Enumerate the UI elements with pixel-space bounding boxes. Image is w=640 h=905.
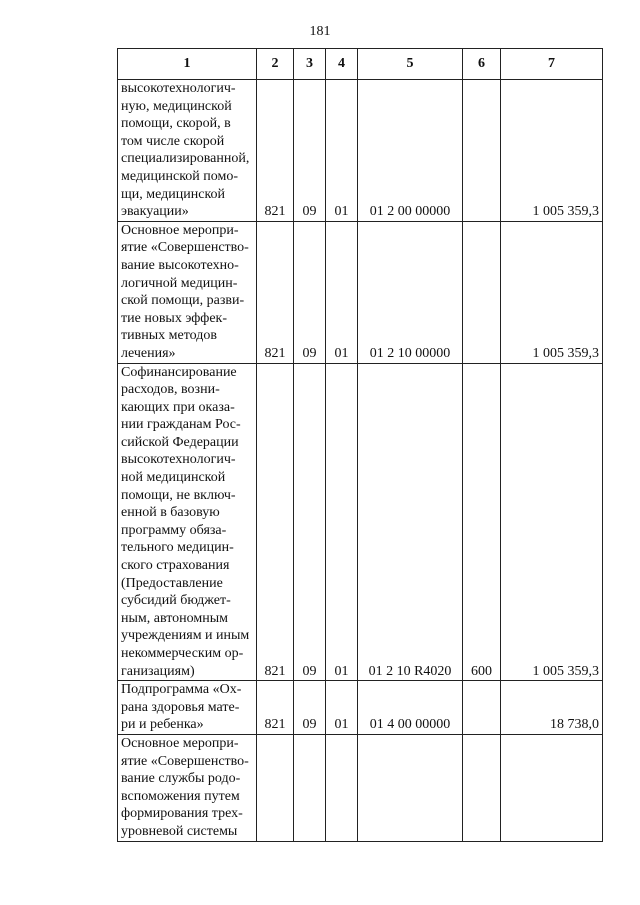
column-header-7: 7 xyxy=(501,49,603,80)
row-expense-type xyxy=(463,734,501,841)
table-row xyxy=(118,221,603,363)
row-name: Подпрограмма «Ох- рана здоровья мате- ри и ребенка» xyxy=(118,681,257,735)
row-ministry-code: 821 xyxy=(257,221,294,363)
row-subsection-code: 01 xyxy=(326,681,358,735)
column-header-3: 3 xyxy=(294,49,326,80)
row-expense-type xyxy=(463,221,501,363)
row-name: высокотехнологич- ную, медицинской помощи, скорой, в том числе скорой специализированной, медицинской помо- щи, медицинской эвакуации» xyxy=(118,80,257,222)
column-header-5: 5 xyxy=(358,49,463,80)
row-section-code: 09 xyxy=(294,221,326,363)
row-name: Основное меропри- ятие «Совершенство- вание высокотехно- логичной медицин- ской помощи, разви- тие новых эффек- тивных методов лечения» xyxy=(118,221,257,363)
column-header-2: 2 xyxy=(257,49,294,80)
row-section-code: 09 xyxy=(294,681,326,735)
row-ministry-code: 821 xyxy=(257,363,294,681)
row-amount: 1 005 359,3 xyxy=(501,80,603,222)
row-name: Софинансирование расходов, возни- кающих при оказа- нии гражданам Рос- сийской Федерации высокотехнологич- ной медицинской помощи, не включ- енной в базовую программу обяза- тельного медицин- ского страхования (Предоставление субсидий бюджет- ным, автономным учреждениям и иным некоммерческим ор- ганизациям) xyxy=(118,363,257,681)
row-subsection-code: 01 xyxy=(326,80,358,222)
page-number: 181 xyxy=(309,24,331,39)
row-subsection-code: 01 xyxy=(326,363,358,681)
row-ministry-code: 821 xyxy=(257,681,294,735)
row-ministry-code xyxy=(257,734,294,841)
row-expense-type: 600 xyxy=(463,363,501,681)
row-amount: 1 005 359,3 xyxy=(501,363,603,681)
row-target-article: 01 2 10 R4020 xyxy=(358,363,463,681)
row-target-article: 01 2 00 00000 xyxy=(358,80,463,222)
table-row xyxy=(118,734,603,841)
row-subsection-code xyxy=(326,734,358,841)
table-row xyxy=(118,363,603,681)
row-expense-type xyxy=(463,80,501,222)
header-row xyxy=(118,49,603,80)
row-target-article: 01 4 00 00000 xyxy=(358,681,463,735)
row-expense-type xyxy=(463,681,501,735)
row-ministry-code: 821 xyxy=(257,80,294,222)
column-header-6: 6 xyxy=(463,49,501,80)
row-subsection-code: 01 xyxy=(326,221,358,363)
budget-table xyxy=(117,48,603,842)
row-name: Основное меропри- ятие «Совершенство- вание службы родо- вспоможения путем формирования трех- уровневой системы xyxy=(118,734,257,841)
table-row xyxy=(118,681,603,735)
row-amount: 1 005 359,3 xyxy=(501,221,603,363)
row-target-article: 01 2 10 00000 xyxy=(358,221,463,363)
table-row xyxy=(118,80,603,222)
column-header-4: 4 xyxy=(326,49,358,80)
column-header-1: 1 xyxy=(118,49,257,80)
row-target-article xyxy=(358,734,463,841)
row-amount: 18 738,0 xyxy=(501,681,603,735)
row-section-code xyxy=(294,734,326,841)
row-amount xyxy=(501,734,603,841)
row-section-code: 09 xyxy=(294,363,326,681)
row-section-code: 09 xyxy=(294,80,326,222)
